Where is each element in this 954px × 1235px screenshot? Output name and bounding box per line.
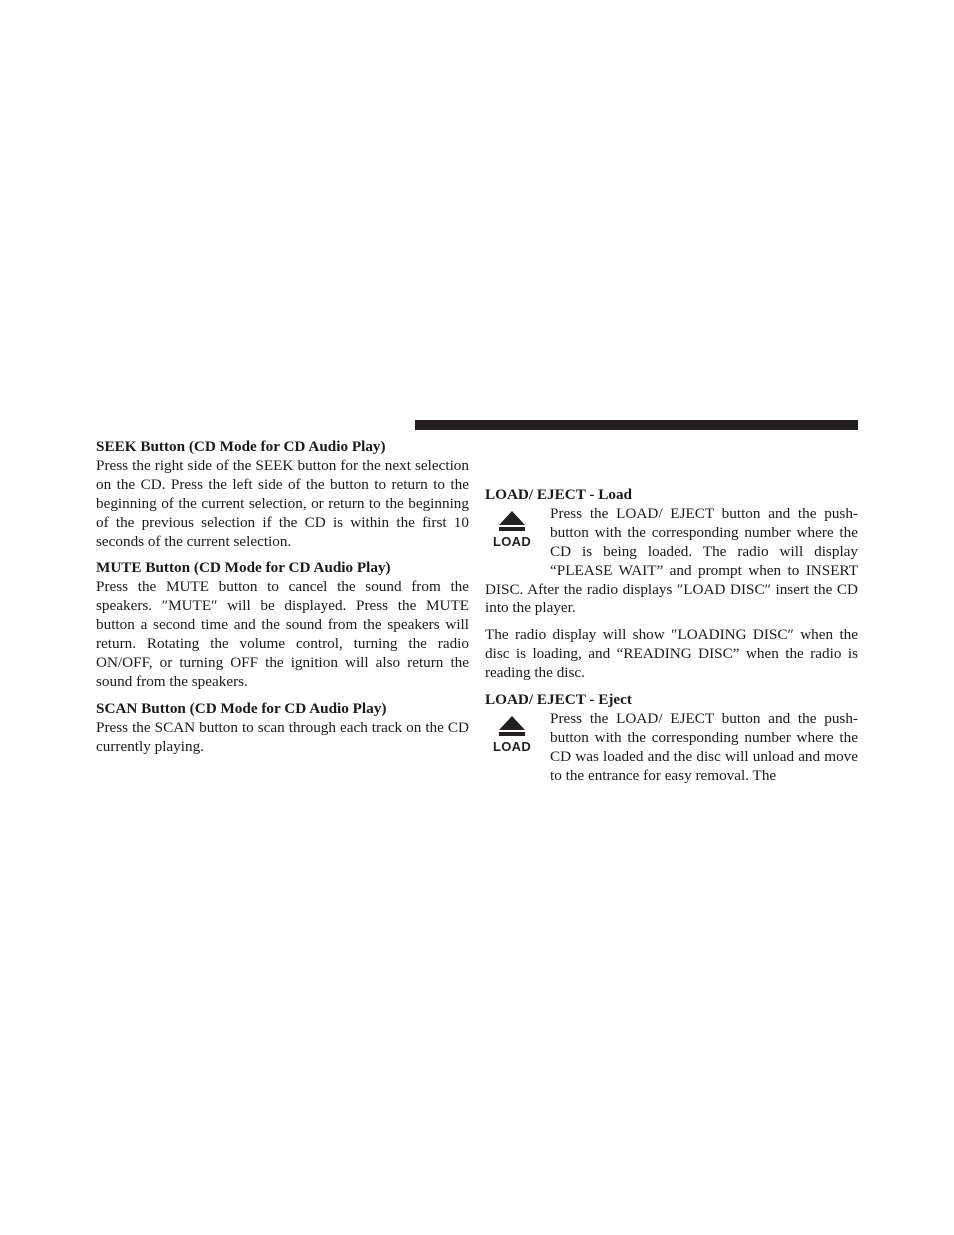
load-icon-label: LOAD: [492, 533, 532, 549]
seek-heading: SEEK Button (CD Mode for CD Audio Play): [96, 438, 386, 455]
load-heading: LOAD/ EJECT - Load: [485, 486, 632, 503]
right-column: [485, 486, 858, 794]
scan-body: Press the SCAN button to scan through each track on the CD currently playing.: [96, 718, 469, 755]
eject-section: [485, 691, 858, 786]
eject-triangle: [499, 511, 525, 525]
seek-section: [96, 438, 469, 551]
load-section: [485, 486, 858, 618]
eject-bar: [499, 527, 525, 531]
eject-icon-label: LOAD: [492, 738, 532, 754]
mute-body: Press the MUTE button to cancel the sound from the speakers. ″MUTE″ will be displayed. Press the MUTE button a second time and the sound from the speakers will return. Rotating the volume control, turning the radio ON/OFF, or turning OFF the ignition will also return the sound from the speakers.: [96, 578, 469, 690]
scan-section: [96, 700, 469, 757]
left-column: [96, 438, 469, 765]
seek-body: Press the right side of the SEEK button for the next selection on the CD. Press the left side of the button to return to the beginning of the current selection, or return to the beginning of the previous selection if the CD is within the first 10 seconds of the current selection.: [96, 456, 469, 550]
eject-bar: [499, 732, 525, 736]
load-body: Press the LOAD/ EJECT button and the push-button with the corresponding number where the CD is being loaded. The radio will display “PLEASE WAIT” and prompt when to INSERT DISC. After the radio displays ″LOAD DISC″ insert the CD into the player.: [485, 504, 858, 617]
section-header-bar: [415, 420, 858, 430]
eject-icon: [485, 509, 539, 567]
scan-heading: SCAN Button (CD Mode for CD Audio Play): [96, 699, 387, 717]
display-note: The radio display will show ″LOADING DISC″ when the disc is loading, and “READING DISC” when the radio is reading the disc.: [485, 626, 858, 682]
eject-icon: [485, 714, 539, 772]
eject-heading: LOAD/ EJECT - Eject: [485, 691, 632, 709]
mute-section: [96, 559, 469, 691]
mute-heading: MUTE Button (CD Mode for CD Audio Play): [96, 559, 391, 577]
eject-body: Press the LOAD/ EJECT button and the push-button with the corresponding number where the CD was loaded and the disc will unload and move to the entrance for easy removal. The: [550, 709, 858, 784]
eject-triangle: [499, 716, 525, 730]
